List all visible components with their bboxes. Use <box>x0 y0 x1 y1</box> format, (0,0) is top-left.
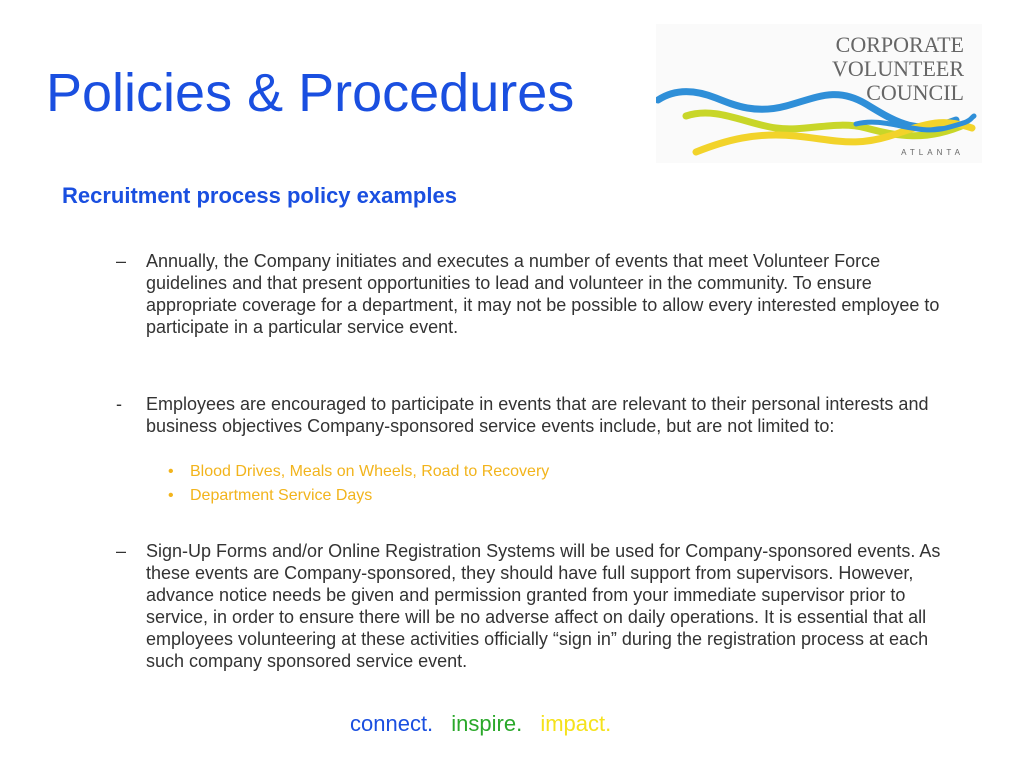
corporate-volunteer-council-logo <box>656 24 982 163</box>
tagline <box>350 711 623 737</box>
event-examples-list <box>168 460 550 508</box>
policy-paragraph-2-text: Employees are encouraged to participate in events that are relevant to their personal interests and business objectives Company-sponsored service events include, but are not limited to: <box>146 394 929 436</box>
policy-paragraph-1 <box>116 250 966 338</box>
logo-city: ATLANTA <box>901 148 964 157</box>
logo-line-2: VOLUNTEER <box>832 56 964 81</box>
dash-marker: - <box>116 394 122 414</box>
policy-paragraph-1-text: Annually, the Company initiates and executes a number of events that meet Volunteer Force guidelines and that present opportunities to lead and volunteer in the community. To ensure appropriate coverage for a department, it may not be possible to allow every interested employee to participate in a particular service event. <box>146 251 940 337</box>
logo-graphic <box>656 24 982 163</box>
tagline-impact: impact. <box>540 711 612 736</box>
tagline-connect: connect. <box>350 711 434 736</box>
list-item <box>168 484 549 508</box>
slide-title: Policies & Procedures <box>46 63 575 123</box>
section-subtitle: Recruitment process policy examples <box>62 183 457 208</box>
list-item-text: Department Service Days <box>190 487 373 504</box>
policy-paragraph-3-text: Sign-Up Forms and/or Online Registration Systems will be used for Company-sponsored events. As these events are Company-sponsored, they should have full support from supervisors. However, advance notice needs be given and permission granted from your immediate supervisor prior to service, in order to ensure there will be no adverse affect on daily operations. It is essential that all employees volunteering at these activities officially “sign in” during the registration process at each such company sponsored service event. <box>146 541 941 671</box>
tagline-inspire: inspire. <box>451 711 523 736</box>
dash-marker: – <box>116 541 127 561</box>
policy-paragraph-2 <box>116 393 966 437</box>
logo-line-3: COUNCIL <box>866 80 964 105</box>
list-item <box>168 460 550 484</box>
dash-marker: – <box>116 251 127 271</box>
list-item-text: Blood Drives, Meals on Wheels, Road to Recovery <box>190 463 550 480</box>
bullet-icon: • <box>168 487 174 504</box>
bullet-icon: • <box>168 463 174 480</box>
logo-line-1: CORPORATE <box>835 32 964 57</box>
policy-paragraph-3 <box>116 540 966 672</box>
